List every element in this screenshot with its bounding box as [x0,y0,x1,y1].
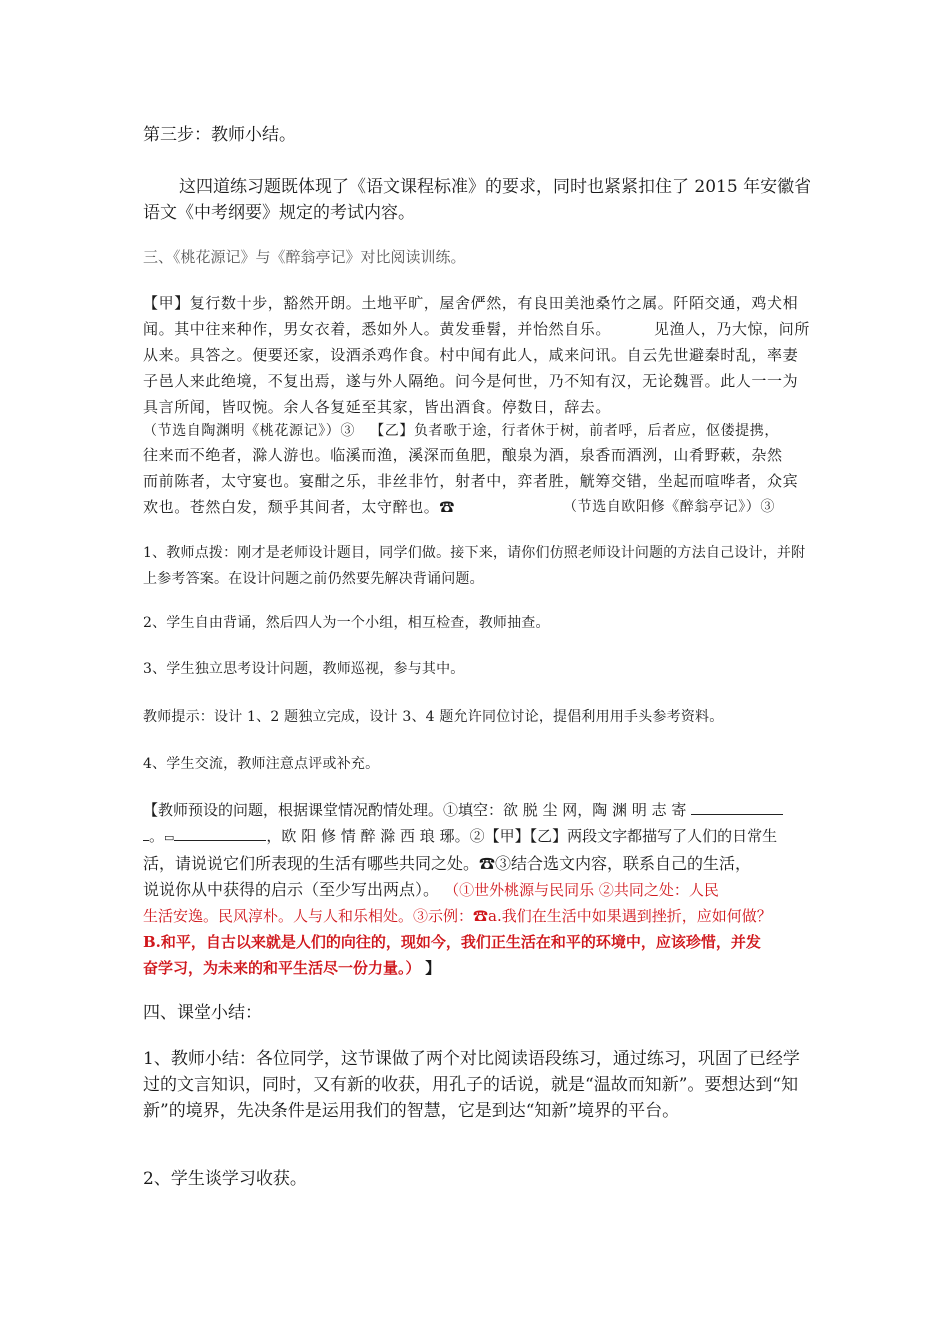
answer-text: （①世外桃源与民同乐 ②共同之处：人民 [444,881,719,899]
blank-1[interactable] [691,800,783,815]
teacher-hint: 教师提示：设计 1、2 题独立完成，设计 3、4 题允许同位讨论，提倡利用用手头参考资料。 [143,709,724,725]
preset-line [143,823,813,851]
step3-title: 第三步：教师小结。 [143,125,296,145]
passage-line [143,494,813,520]
blank-2[interactable] [174,826,266,841]
passage-block [143,290,813,520]
summary-paragraph: 这四道练习题既体现了《语文课程标准》的要求，同时也紧紧扣住了 2015 年安徽省语文《中考纲要》规定的考试内容。 [143,177,812,223]
item-1: 1、教师点拨：刚才是老师设计题目，同学们做。接下来，请你们仿照老师设计问题的方法自己设计，并附上参考答案。在设计问题之前仍然要先解决背诵问题。 [143,545,806,587]
preset-line [143,877,813,903]
preset-line [143,955,813,981]
answer-line: 生活安逸。民风淳朴。人与人和乐相处。③示例：☎a.我们在生活中如果遇到挫折，应如何做？ [143,907,772,925]
item-4: 4、学生交流，教师注意点评或补充。 [143,756,380,772]
preset-line-text: 说说你从中获得的启示（至少写出两点）。 [143,880,440,899]
answer-text: 奋学习，为未来的和平生活尽一份力量。） [143,959,421,977]
preset-line: 活，请说说它们所表现的生活有哪些共同之处。☎③结合选文内容，联系自己的生活， [143,854,752,873]
passage-line: 具言所闻，皆叹惋。余人各复延至其家，皆出酒食。停数日，辞去。 [143,398,612,416]
passage-line: 从来。具答之。便要还家，设酒杀鸡作食。村中闻有此人，咸来问讯。自云先世避秦时乱，率妻 [143,346,799,364]
answer-line: B.和平，自古以来就是人们的向往的，现如今，我们正生活在和平的环境中，应该珍惜，并发 [143,933,761,951]
placeholder-icon: ▭ [164,831,175,844]
passage-line: 子邑人来此绝境，不复出焉，遂与外人隔绝。问今是何世，乃不知有汉，无论魏晋。此人一一为 [143,372,799,390]
passage-line: 【甲】复行数十步，豁然开朗。土地平旷，屋舍俨然，有良田美池桑竹之属。阡陌交通，鸡犬相 [143,294,799,312]
preset-line-text: ，欧 阳 修 情 醉 滁 西 琅 琊。②【甲】【乙】两段文字都描写了人们的日常生 [266,827,778,845]
passage-line: （节选自陶渊明《桃花源记》）③ 【乙】负者歌于途，行者休于树，前者呼，后者应，伛偻提携， [143,423,779,439]
item-3: 3、学生独立思考设计问题，教师巡视，参与其中。 [143,661,465,677]
section4-heading: 四、课堂小结： [143,1003,262,1023]
conclusion-2: 2、学生谈学习收获。 [143,1169,307,1189]
section3-heading: 三、《桃花源记》与《醉翁亭记》对比阅读训练。 [143,248,466,266]
passage-source: （节选自欧阳修《醉翁亭记》）③ [563,499,775,515]
passage-line: 闻。其中往来种作，男女衣着，悉如外人。黄发垂髫，并怡然自乐。 见渔人，乃大惊，问所 [143,320,810,338]
passage-line: 而前陈者，太守宴也。宴酣之乐，非丝非竹，射者中，弈者胜，觥筹交错，坐起而喧哗者，众宾 [143,472,799,490]
passage-line-part: 欢也。苍然白发，颓乎其间者，太守醉也。☎ [143,498,456,516]
preset-questions [143,797,813,981]
preset-line-text: 【教师预设的问题，根据课堂情况酌情处理。①填空：欲 脱 尘 网，陶 渊 明 志 寄 [143,801,687,819]
item-2: 2、学生自由背诵，然后四人为一个小组，相互检查，教师抽查。 [143,615,550,631]
preset-line-text: 。 [149,827,165,845]
conclusion-1: 1、教师小结：各位同学，这节课做了两个对比阅读语段练习，通过练习，巩固了已经学过的文言知识，同时，又有新的收获，用孔子的话说，就是“温故而知新”。要想达到“知新”的境界，先决条件是运用我们的智慧，它是到达“知新”境界的平台。 [143,1049,800,1121]
bracket-close: 】 [425,959,441,977]
preset-line [143,797,813,823]
passage-line: 往来而不绝者，滁人游也。临溪而渔，溪深而鱼肥，酿泉为酒，泉香而酒洌，山肴野蔌，杂然 [143,446,783,464]
